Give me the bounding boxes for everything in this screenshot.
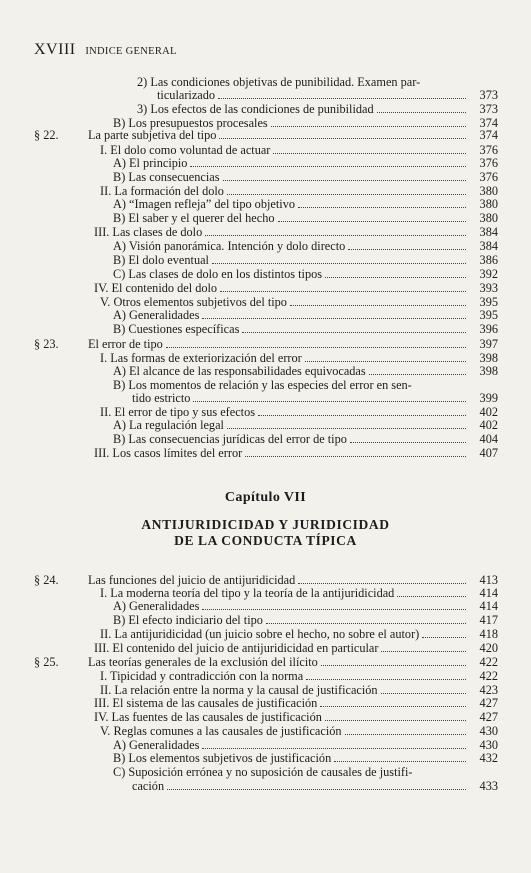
page-number: 422 bbox=[479, 669, 498, 683]
leader-dots bbox=[242, 323, 466, 333]
leader-dots bbox=[271, 117, 466, 127]
toc-entry bbox=[34, 240, 498, 253]
leader-dots bbox=[227, 419, 466, 429]
page-number: 418 bbox=[479, 627, 498, 641]
toc-entry bbox=[34, 198, 498, 211]
page-number: 417 bbox=[479, 613, 498, 627]
entry-title: I. El dolo como voluntad de actuar bbox=[100, 143, 271, 157]
entry-title: B) El dolo eventual bbox=[113, 253, 209, 267]
chapter-title-line-2: DE LA CONDUCTA TÍPICA bbox=[174, 533, 357, 548]
page-number: 386 bbox=[479, 253, 498, 267]
leader-dots bbox=[334, 752, 466, 762]
entry-title: A) Generalidades bbox=[113, 738, 200, 752]
entry-title: El error de tipo bbox=[88, 337, 163, 351]
leader-dots bbox=[298, 574, 466, 584]
toc-entry bbox=[34, 614, 498, 627]
page-number: 423 bbox=[479, 683, 498, 697]
leader-dots bbox=[266, 614, 466, 624]
entry-title: C) Suposición errónea y no suposición de causales de justifi- bbox=[113, 765, 413, 779]
page-number: 433 bbox=[479, 779, 498, 793]
leader-dots bbox=[348, 240, 466, 250]
toc-entry bbox=[34, 379, 498, 392]
page-number: 427 bbox=[479, 696, 498, 710]
page-number: 402 bbox=[479, 418, 498, 432]
page-number: 402 bbox=[479, 405, 498, 419]
entry-title: 2) Las condiciones objetivas de punibilidad. Examen par- bbox=[137, 75, 421, 89]
leader-dots bbox=[245, 447, 466, 457]
running-header-title: INDICE GENERAL bbox=[85, 46, 177, 57]
leader-dots bbox=[166, 338, 466, 348]
page-number: 396 bbox=[479, 322, 498, 336]
leader-dots bbox=[290, 296, 466, 306]
leader-dots bbox=[218, 89, 466, 99]
entry-title: Las funciones del juicio de antijuridicidad bbox=[88, 573, 296, 587]
toc-entry bbox=[34, 365, 498, 378]
page-number: 376 bbox=[479, 143, 498, 157]
entry-title: III. Las clases de dolo bbox=[94, 225, 203, 239]
entry-title: B) Las consecuencias bbox=[113, 170, 220, 184]
entry-title: B) Cuestiones específicas bbox=[113, 322, 240, 336]
entry-title: II. La relación entre la norma y la causal de justificación bbox=[100, 683, 378, 697]
leader-dots bbox=[278, 212, 467, 222]
toc-entry bbox=[34, 725, 498, 738]
leader-dots bbox=[219, 129, 466, 139]
leader-dots bbox=[350, 433, 466, 443]
chapter-label-text: Capítulo VII bbox=[224, 490, 307, 505]
entry-title: II. El error de tipo y sus efectos bbox=[100, 405, 256, 419]
section-number: § 22. bbox=[34, 128, 59, 142]
toc-entry bbox=[34, 600, 498, 613]
entry-title: I. La moderna teoría del tipo y la teoría de la antijuridicidad bbox=[100, 586, 395, 600]
running-header bbox=[34, 41, 177, 59]
entry-title: A) “Imagen refleja” del tipo objetivo bbox=[113, 197, 295, 211]
leader-dots bbox=[320, 697, 466, 707]
leader-dots bbox=[397, 587, 466, 597]
toc-entry bbox=[34, 587, 498, 600]
entry-title: La parte subjetiva del tipo bbox=[88, 128, 217, 142]
toc-entry bbox=[34, 89, 498, 102]
leader-dots bbox=[273, 144, 466, 154]
page-number: 395 bbox=[479, 295, 498, 309]
section-number: § 25. bbox=[34, 655, 59, 669]
page-number: 432 bbox=[479, 751, 498, 765]
page-number: 420 bbox=[479, 641, 498, 655]
entry-title: C) Las clases de dolo en los distintos tipos bbox=[113, 267, 323, 281]
entry-title: B) Los momentos de relación y las especies del error en sen- bbox=[113, 378, 412, 392]
leader-dots bbox=[223, 171, 466, 181]
leader-dots bbox=[190, 157, 466, 167]
entry-title: B) El saber y el querer del hecho bbox=[113, 211, 275, 225]
leader-dots bbox=[305, 352, 466, 362]
leader-dots bbox=[202, 600, 466, 610]
leader-dots bbox=[220, 282, 466, 292]
leader-dots bbox=[212, 254, 466, 264]
toc-entry bbox=[34, 780, 498, 793]
page-number: 399 bbox=[479, 391, 498, 405]
leader-dots bbox=[381, 684, 466, 694]
chapter-title-line-1: ANTIJURIDICIDAD Y JURIDICIDAD bbox=[141, 517, 390, 532]
page-number: 384 bbox=[479, 225, 498, 239]
page-number: 414 bbox=[479, 599, 498, 613]
entry-title: III. El sistema de las causales de justificación bbox=[94, 696, 318, 710]
toc-entry bbox=[34, 157, 498, 170]
entry-title: I. Las formas de exteriorización del error bbox=[100, 351, 302, 365]
page-number: 384 bbox=[479, 239, 498, 253]
entry-title: B) El efecto indiciario del tipo bbox=[113, 613, 263, 627]
toc-entry bbox=[34, 447, 498, 460]
page-number: 374 bbox=[479, 116, 498, 130]
page-number: 392 bbox=[479, 267, 498, 281]
toc-entry bbox=[34, 419, 498, 432]
page-number: 422 bbox=[479, 655, 498, 669]
leader-dots bbox=[369, 365, 466, 375]
entry-title: A) El principio bbox=[113, 156, 188, 170]
page-number: 373 bbox=[479, 102, 498, 116]
toc-entry bbox=[34, 282, 498, 295]
toc-entry bbox=[34, 129, 498, 142]
leader-dots bbox=[193, 392, 466, 402]
entry-title: III. Los casos límites del error bbox=[94, 446, 243, 460]
entry-title: B) Los elementos subjetivos de justificación bbox=[113, 751, 332, 765]
leader-dots bbox=[306, 670, 466, 680]
page-number: 398 bbox=[479, 351, 498, 365]
section-number: § 23. bbox=[34, 337, 59, 351]
toc-entry bbox=[34, 254, 498, 267]
page-number: 380 bbox=[479, 211, 498, 225]
toc-entry bbox=[34, 406, 498, 419]
entry-title: II. La antijuridicidad (un juicio sobre el hecho, no sobre el autor) bbox=[100, 627, 420, 641]
entry-title: II. La formación del dolo bbox=[100, 184, 224, 198]
page-number: 430 bbox=[479, 738, 498, 752]
entry-title: A) Visión panorámica. Intención y dolo directo bbox=[113, 239, 346, 253]
leader-dots bbox=[167, 780, 466, 790]
toc-entry bbox=[34, 433, 498, 446]
entry-title: A) La regulación legal bbox=[113, 418, 224, 432]
toc-entry bbox=[34, 309, 498, 322]
page-number: 380 bbox=[479, 197, 498, 211]
entry-title: I. Tipicidad y contradicción con la norma bbox=[100, 669, 304, 683]
toc-entry bbox=[34, 392, 498, 405]
entry-title: IV. El contenido del dolo bbox=[94, 281, 218, 295]
toc-entry bbox=[34, 212, 498, 225]
entry-title: ticularizado bbox=[157, 88, 216, 102]
leader-dots bbox=[205, 226, 466, 236]
section-number: § 24. bbox=[34, 573, 59, 587]
leader-dots bbox=[298, 198, 466, 208]
toc-entry bbox=[34, 226, 498, 239]
entry-title: V. Reglas comunes a las causales de justificación bbox=[100, 724, 342, 738]
entry-title: A) Generalidades bbox=[113, 599, 200, 613]
toc-entry bbox=[34, 711, 498, 724]
toc-entry bbox=[34, 752, 498, 765]
leader-dots bbox=[202, 309, 466, 319]
page-number: 373 bbox=[479, 88, 498, 102]
toc-entry bbox=[34, 76, 498, 89]
page-number: 413 bbox=[479, 573, 498, 587]
entry-title: A) Generalidades bbox=[113, 308, 200, 322]
page-number: 376 bbox=[479, 170, 498, 184]
toc-entry bbox=[34, 766, 498, 779]
leader-dots bbox=[377, 103, 466, 113]
entry-title: V. Otros elementos subjetivos del tipo bbox=[100, 295, 287, 309]
page-number: 427 bbox=[479, 710, 498, 724]
entry-title: Las teorías generales de la exclusión del ilícito bbox=[88, 655, 318, 669]
entry-title: 3) Los efectos de las condiciones de punibilidad bbox=[137, 102, 374, 116]
page-number: 395 bbox=[479, 308, 498, 322]
entry-title: cación bbox=[132, 779, 165, 793]
entry-title: B) Las consecuencias jurídicas del error de tipo bbox=[113, 432, 347, 446]
page-number: 380 bbox=[479, 184, 498, 198]
leader-dots bbox=[325, 268, 466, 278]
toc-entry bbox=[34, 670, 498, 683]
entry-title: A) El alcance de las responsabilidades equivocadas bbox=[113, 364, 366, 378]
leader-dots bbox=[381, 642, 466, 652]
leader-dots bbox=[345, 725, 466, 735]
page-number: 398 bbox=[479, 364, 498, 378]
chapter-label bbox=[0, 490, 531, 506]
leader-dots bbox=[321, 656, 466, 666]
page-number: 407 bbox=[479, 446, 498, 460]
toc-entry bbox=[34, 338, 498, 351]
entry-title: III. El contenido del juicio de antijuridicidad en particular bbox=[94, 641, 379, 655]
leader-dots bbox=[325, 711, 466, 721]
leader-dots bbox=[258, 406, 466, 416]
toc-entry bbox=[34, 144, 498, 157]
toc-entry bbox=[34, 656, 498, 669]
toc-entry bbox=[34, 642, 498, 655]
entry-title: B) Los presupuestos procesales bbox=[113, 116, 268, 130]
toc-entry bbox=[34, 697, 498, 710]
toc-entry bbox=[34, 628, 498, 641]
toc-entry bbox=[34, 323, 498, 336]
page-number: 430 bbox=[479, 724, 498, 738]
page-roman-numeral: XVIII bbox=[34, 41, 76, 58]
toc-entry bbox=[34, 296, 498, 309]
leader-dots bbox=[202, 739, 466, 749]
toc-entry bbox=[34, 171, 498, 184]
page-number: 393 bbox=[479, 281, 498, 295]
page-number: 374 bbox=[479, 128, 498, 142]
entry-title: IV. Las fuentes de las causales de justificación bbox=[94, 710, 322, 724]
page-number: 414 bbox=[479, 586, 498, 600]
entry-title: tido estricto bbox=[132, 391, 191, 405]
toc-entry bbox=[34, 268, 498, 281]
toc-entry bbox=[34, 103, 498, 116]
page-number: 376 bbox=[479, 156, 498, 170]
page-number: 397 bbox=[479, 337, 498, 351]
leader-dots bbox=[422, 628, 466, 638]
leader-dots bbox=[227, 185, 466, 195]
page-number: 404 bbox=[479, 432, 498, 446]
